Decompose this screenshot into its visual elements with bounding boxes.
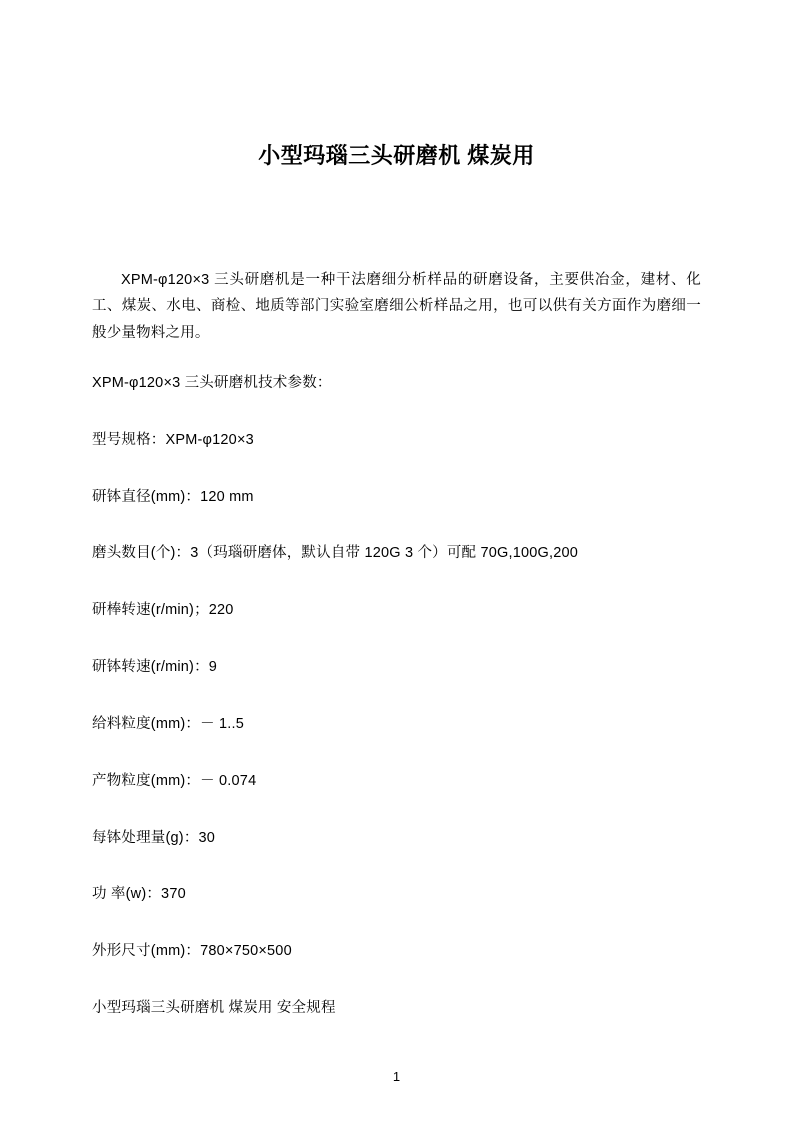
spec-item-dimensions: 外形尺寸(mm)：780×750×500	[92, 943, 292, 960]
spec-item-model: 型号规格：XPM-φ120×3	[92, 431, 254, 448]
spec-item-head-count: 磨头数目(个)：3（玛瑙研磨体，默认自带 120G 3 个）可配 70G,100G,200	[92, 545, 578, 562]
spec-item-capacity: 每钵处理量(g)：30	[92, 829, 216, 846]
page-number: 1	[392, 1069, 401, 1084]
spec-item-product-size: 产物粒度(mm)：－ 0.074	[92, 772, 257, 789]
spec-item-rod-speed: 研棒转速(r/min)；220	[92, 602, 234, 619]
page-title: 小型玛瑙三头研磨机 煤炭用	[258, 143, 535, 168]
document-body	[0, 267, 793, 1022]
intro-paragraph: XPM-φ120×3 三头研磨机是一种干法磨细分析样品的研磨设备，主要供冶金，建材、化工、煤炭、水电、商检、地质等部门实验室磨细公析样品之用，也可以供有关方面作为磨细一般少量物料之用。	[92, 271, 701, 342]
spec-heading: XPM-φ120×3 三头研磨机技术参数：	[92, 375, 332, 392]
closing-line: 小型玛瑙三头研磨机 煤炭用 安全规程	[92, 999, 336, 1016]
spec-item-bowl-diameter: 研钵直径(mm)：120 mm	[92, 488, 254, 505]
spec-item-bowl-speed: 研钵转速(r/min)：9	[92, 659, 218, 676]
spec-item-feed-size: 给料粒度(mm)：－ 1..5	[92, 715, 245, 732]
spec-item-power: 功 率(w)：370	[92, 886, 186, 903]
